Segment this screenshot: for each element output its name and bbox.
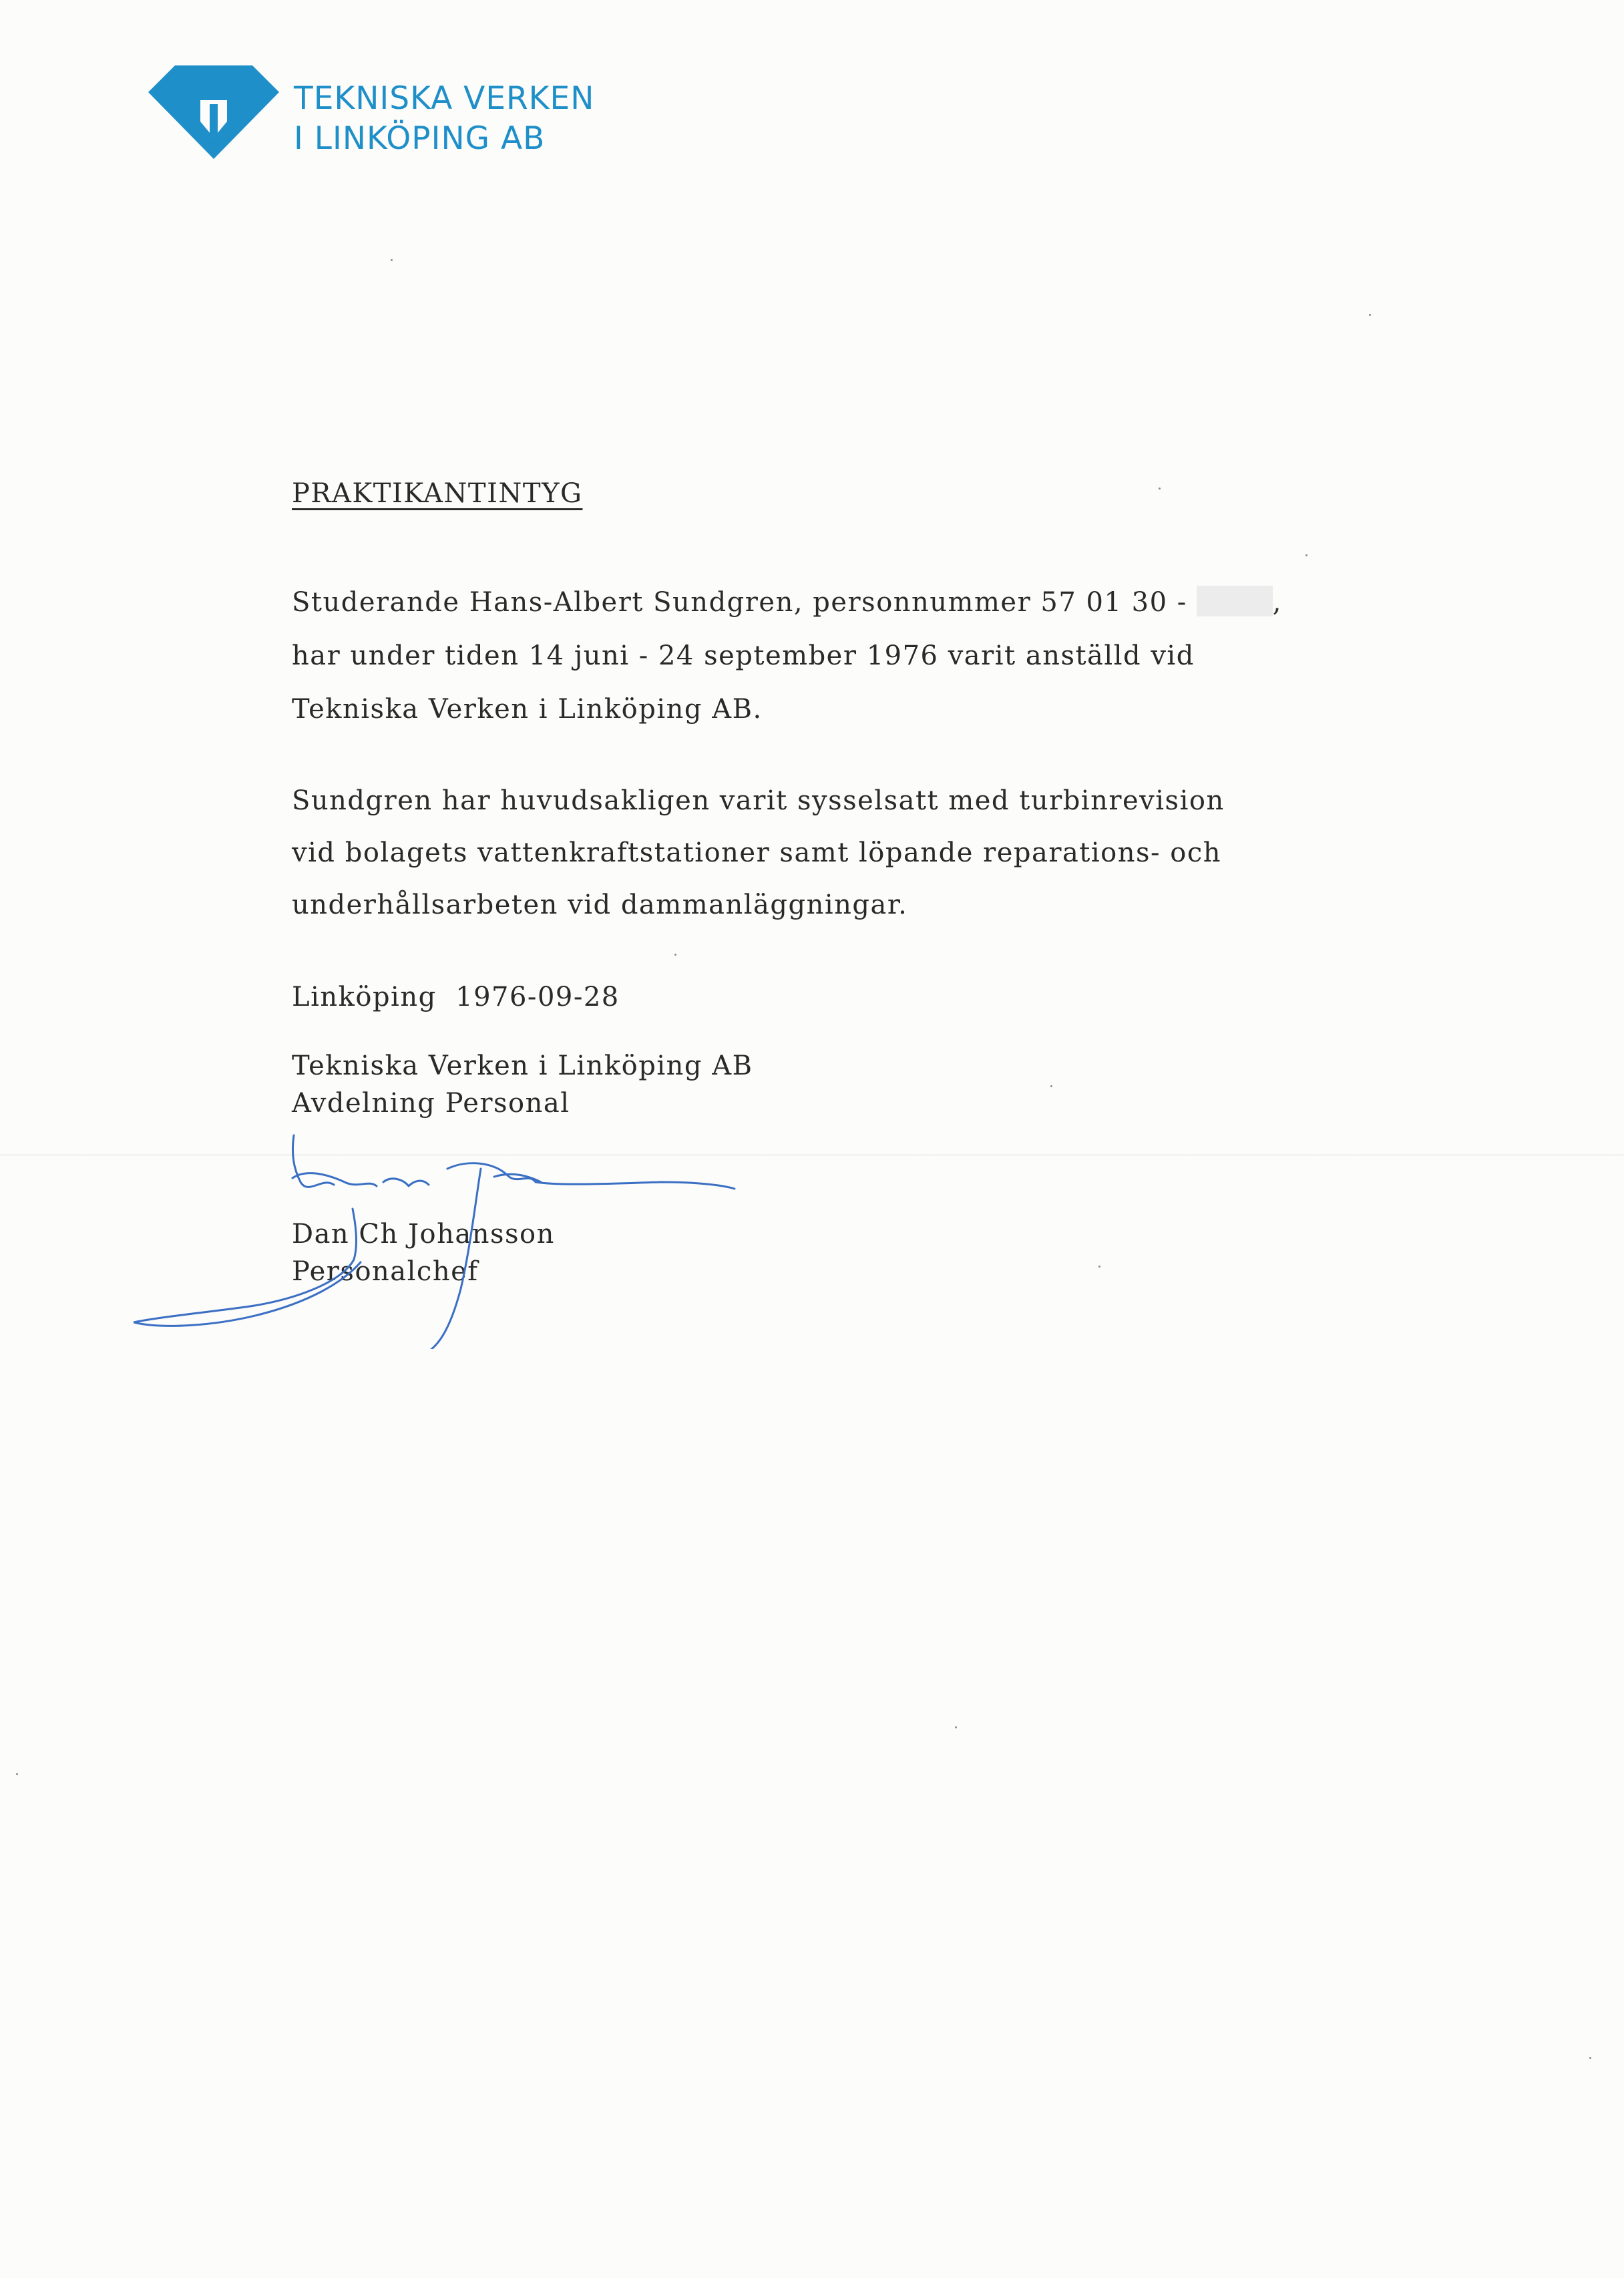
paper-speck <box>1369 314 1371 316</box>
paragraph-duties <box>292 775 1225 931</box>
company-name-line2: I LINKÖPING AB <box>294 120 546 157</box>
redacted-personal-number <box>1197 586 1273 616</box>
paper-speck <box>955 1726 957 1728</box>
paper-speck <box>16 1773 18 1775</box>
paper-speck <box>1305 554 1307 556</box>
company-name-line1: TEKNISKA VERKEN <box>294 80 595 117</box>
paper-speck <box>391 259 393 261</box>
paper-speck <box>1050 1085 1052 1087</box>
paragraph-employment-line2: har under tiden 14 juni - 24 september 1976 varit anställd vid <box>292 640 1195 671</box>
student-identity-text: Studerande Hans-Albert Sundgren, personnummer 57 01 30 - <box>292 587 1187 618</box>
paragraph-duties-line1: Sundgren har huvudsakligen varit sysselsatt med turbinrevision <box>292 785 1225 816</box>
place-and-date: Linköping 1976-09-28 <box>292 982 620 1012</box>
paper-speck <box>674 954 676 956</box>
organization-name: Tekniska Verken i Linköping AB <box>292 1051 753 1081</box>
paragraph-employment <box>292 576 1282 736</box>
paragraph-duties-line3: underhållsarbeten vid dammanläggningar. <box>292 890 908 920</box>
diamond-logo-icon <box>148 65 279 159</box>
signer-name: Dan Ch Johansson <box>292 1219 555 1250</box>
company-name <box>294 79 594 159</box>
paper-speck <box>1159 488 1161 490</box>
paper-speck <box>1589 2057 1591 2059</box>
trailing-comma: , <box>1272 587 1282 618</box>
signer-title: Personalchef <box>292 1256 479 1287</box>
paragraph-duties-line2: vid bolagets vattenkraftstationer samt löpande reparations- och <box>292 837 1222 868</box>
paragraph-employment-line1 <box>292 576 1282 629</box>
issuing-organization <box>292 1047 753 1122</box>
paragraph-employment-line3: Tekniska Verken i Linköping AB. <box>292 694 763 725</box>
letter-heading: PRAKTIKANTINTYG <box>292 478 583 509</box>
handwritten-signature <box>134 1129 748 1349</box>
paper-speck <box>1098 1266 1100 1268</box>
department-name: Avdelning Personal <box>292 1088 570 1119</box>
